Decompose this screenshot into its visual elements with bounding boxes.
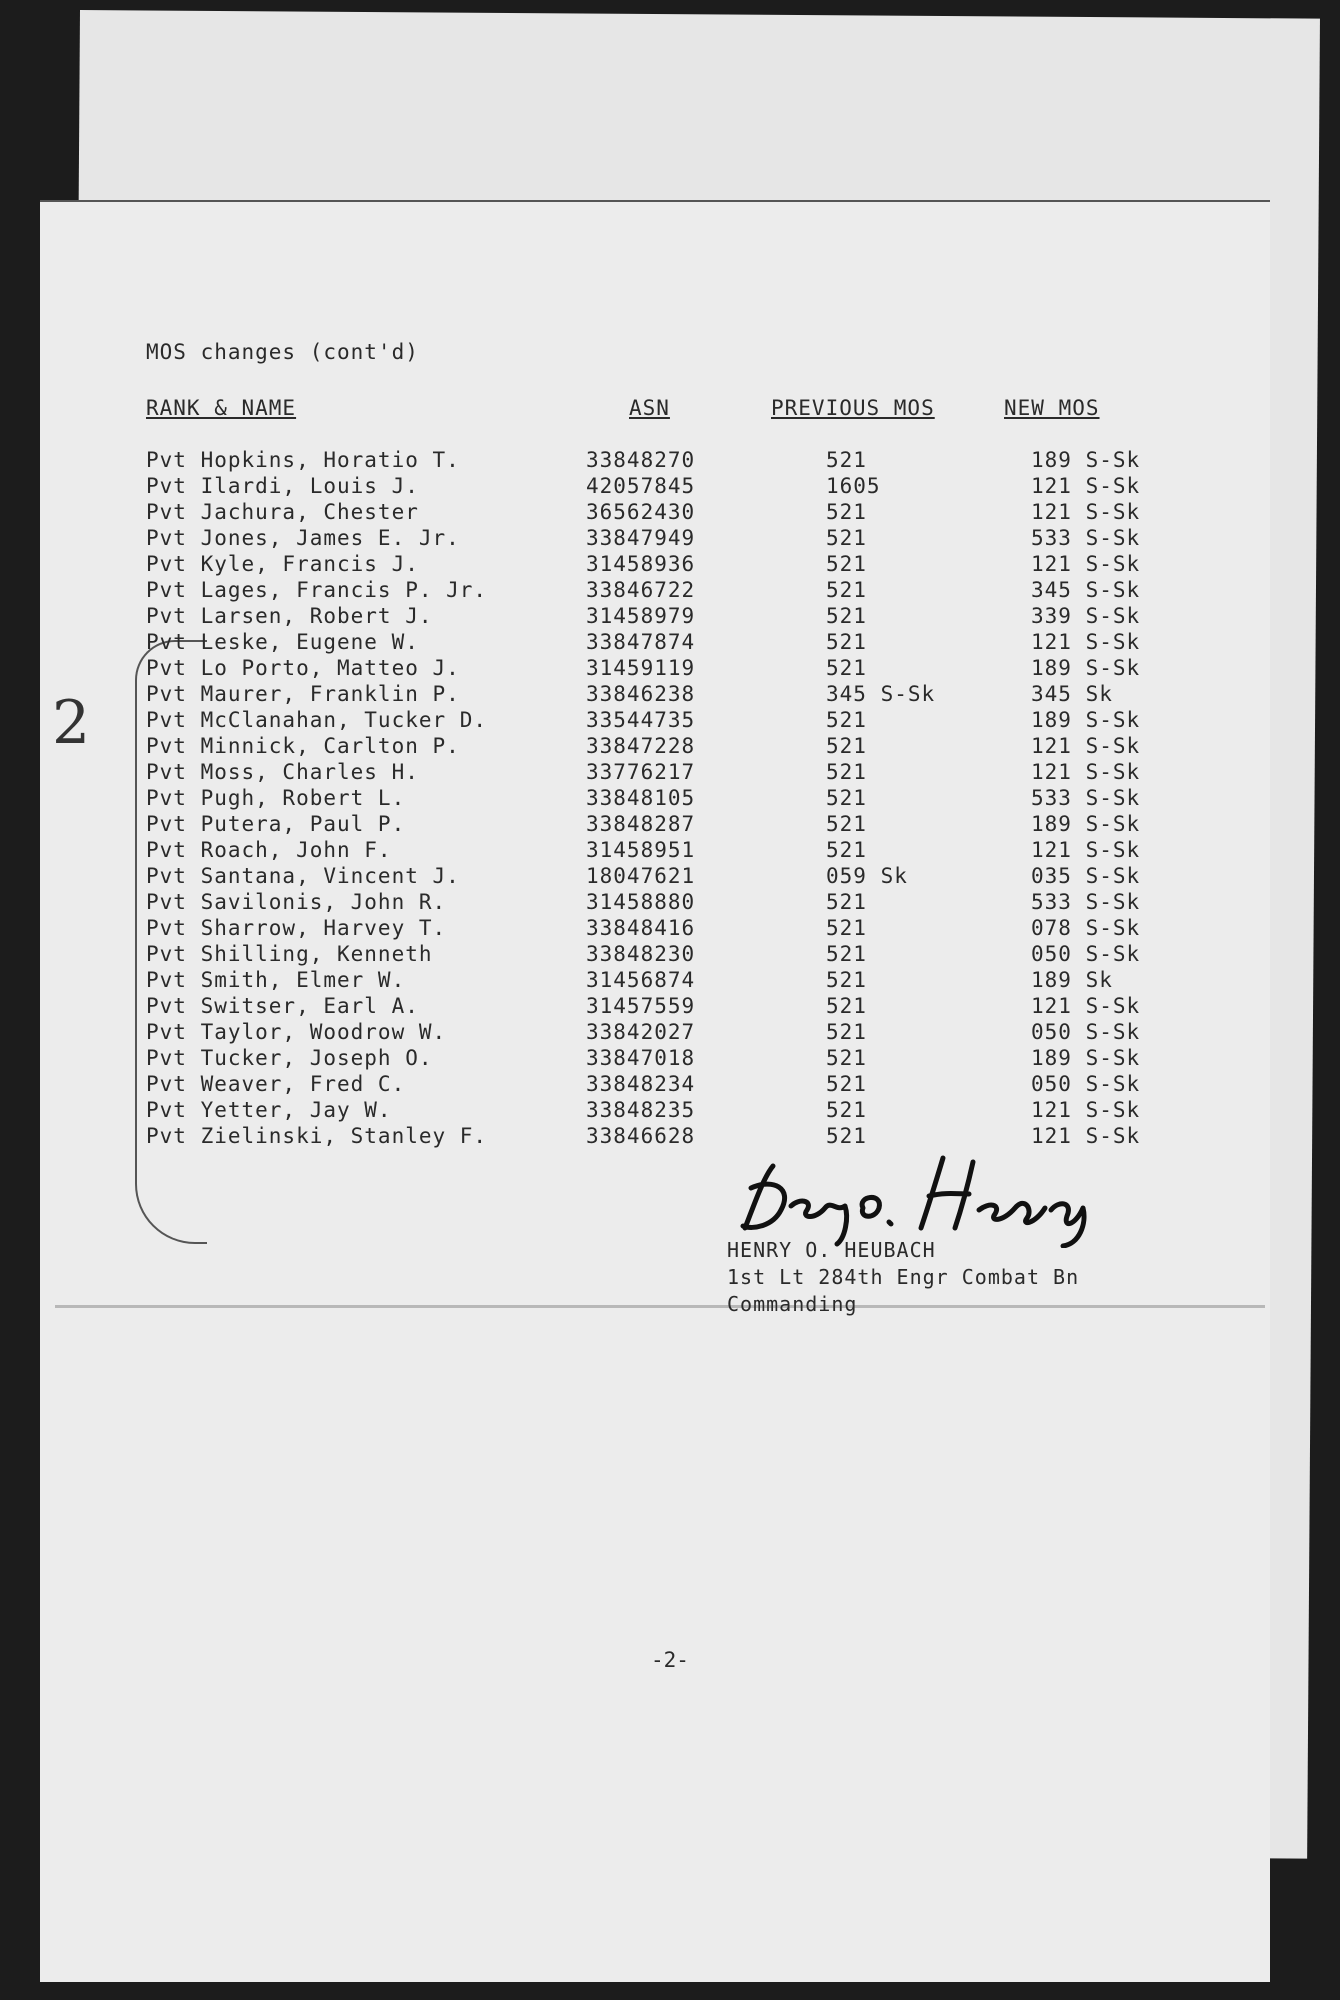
table-row [146,603,1196,629]
asn-cell: 31458951 [586,838,696,862]
table-row [146,1045,1196,1071]
table-row [146,941,1196,967]
rank-name-cell: Pvt Maurer, Franklin P. [146,682,460,706]
new-mos-cell: 533 S-Sk [1031,890,1141,914]
new-mos-cell: 189 S-Sk [1031,708,1141,732]
previous-mos-cell: 521 [826,1046,867,1070]
new-mos-cell: 121 S-Sk [1031,760,1141,784]
rank-name-cell: Pvt Yetter, Jay W. [146,1098,392,1122]
asn-cell: 33846722 [586,578,696,602]
table-row [146,577,1196,603]
new-mos-cell: 189 Sk [1031,968,1113,992]
rank-name-cell: Pvt Roach, John F. [146,838,392,862]
table-row [146,967,1196,993]
rank-name-cell: Pvt Smith, Elmer W. [146,968,406,992]
new-mos-cell: 339 S-Sk [1031,604,1141,628]
rank-name-cell: Pvt Kyle, Francis J. [146,552,419,576]
asn-cell: 33848287 [586,812,696,836]
new-mos-cell: 345 Sk [1031,682,1113,706]
new-mos-cell: 121 S-Sk [1031,474,1141,498]
asn-cell: 33847018 [586,1046,696,1070]
asn-cell: 42057845 [586,474,696,498]
asn-cell: 33846238 [586,682,696,706]
new-mos-cell: 121 S-Sk [1031,994,1141,1018]
rank-name-cell: Pvt Switser, Earl A. [146,994,419,1018]
roster-table [146,447,1196,1149]
asn-cell: 33848416 [586,916,696,940]
rank-name-cell: Pvt Lo Porto, Matteo J. [146,656,460,680]
previous-mos-cell: 521 [826,500,867,524]
rank-name-cell: Pvt Moss, Charles H. [146,760,419,784]
rank-name-cell: Pvt Weaver, Fred C. [146,1072,406,1096]
signer-name: HENRY O. HEUBACH [727,1238,936,1262]
table-row [146,993,1196,1019]
asn-cell: 33847874 [586,630,696,654]
rank-name-cell: Pvt Jones, James E. Jr. [146,526,460,550]
table-row [146,447,1196,473]
previous-mos-cell: 521 [826,630,867,654]
previous-mos-cell: 521 [826,994,867,1018]
table-row [146,499,1196,525]
rank-name-cell: Pvt Zielinski, Stanley F. [146,1124,488,1148]
previous-mos-cell: 521 [826,1072,867,1096]
previous-mos-cell: 345 S-Sk [826,682,936,706]
table-row [146,889,1196,915]
rank-name-cell: Pvt Leske, Eugene W. [146,630,419,654]
previous-mos-cell: 521 [826,448,867,472]
new-mos-cell: 035 S-Sk [1031,864,1141,888]
handwritten-signature [733,1148,1133,1248]
new-mos-cell: 121 S-Sk [1031,838,1141,862]
table-row [146,681,1196,707]
new-mos-cell: 121 S-Sk [1031,630,1141,654]
margin-mark: 2 [52,688,91,758]
previous-mos-cell: 521 [826,578,867,602]
rank-name-cell: Pvt Taylor, Woodrow W. [146,1020,447,1044]
table-row [146,759,1196,785]
column-header-rank-name: RANK & NAME [146,396,297,420]
asn-cell: 33848235 [586,1098,696,1122]
rank-name-cell: Pvt Jachura, Chester [146,500,419,524]
previous-mos-cell: 521 [826,1098,867,1122]
table-row [146,1123,1196,1149]
asn-cell: 33847949 [586,526,696,550]
previous-mos-cell: 521 [826,968,867,992]
asn-cell: 33847228 [586,734,696,758]
rank-name-cell: Pvt Tucker, Joseph O. [146,1046,433,1070]
table-row [146,785,1196,811]
new-mos-cell: 189 S-Sk [1031,812,1141,836]
table-row [146,629,1196,655]
asn-cell: 33848230 [586,942,696,966]
asn-cell: 33848234 [586,1072,696,1096]
table-row [146,707,1196,733]
asn-cell: 33544735 [586,708,696,732]
previous-mos-cell: 521 [826,838,867,862]
new-mos-cell: 533 S-Sk [1031,786,1141,810]
asn-cell: 31458936 [586,552,696,576]
asn-cell: 36562430 [586,500,696,524]
previous-mos-cell: 521 [826,734,867,758]
new-mos-cell: 189 S-Sk [1031,1046,1141,1070]
asn-cell: 33776217 [586,760,696,784]
rank-name-cell: Pvt Savilonis, John R. [146,890,447,914]
asn-cell: 31456874 [586,968,696,992]
previous-mos-cell: 521 [826,1020,867,1044]
table-row [146,1097,1196,1123]
new-mos-cell: 345 S-Sk [1031,578,1141,602]
new-mos-cell: 121 S-Sk [1031,552,1141,576]
new-mos-cell: 078 S-Sk [1031,916,1141,940]
asn-cell: 33842027 [586,1020,696,1044]
page-number: -2- [651,1648,689,1672]
rank-name-cell: Pvt Pugh, Robert L. [146,786,406,810]
new-mos-cell: 121 S-Sk [1031,500,1141,524]
previous-mos-cell: 521 [826,786,867,810]
table-row [146,1071,1196,1097]
previous-mos-cell: 521 [826,760,867,784]
table-row [146,525,1196,551]
asn-cell: 18047621 [586,864,696,888]
previous-mos-cell: 1605 [826,474,881,498]
new-mos-cell: 533 S-Sk [1031,526,1141,550]
signature-block [727,1237,1079,1318]
rank-name-cell: Pvt Shilling, Kenneth [146,942,433,966]
previous-mos-cell: 521 [826,656,867,680]
previous-mos-cell: 521 [826,708,867,732]
new-mos-cell: 189 S-Sk [1031,656,1141,680]
asn-cell: 33846628 [586,1124,696,1148]
table-row [146,733,1196,759]
table-row [146,811,1196,837]
rank-name-cell: Pvt Larsen, Robert J. [146,604,433,628]
previous-mos-cell: 059 Sk [826,864,908,888]
table-row [146,837,1196,863]
previous-mos-cell: 521 [826,942,867,966]
rank-name-cell: Pvt Ilardi, Louis J. [146,474,419,498]
previous-mos-cell: 521 [826,552,867,576]
asn-cell: 31459119 [586,656,696,680]
previous-mos-cell: 521 [826,812,867,836]
new-mos-cell: 121 S-Sk [1031,1124,1141,1148]
table-row [146,863,1196,889]
table-row [146,655,1196,681]
rank-name-cell: Pvt Sharrow, Harvey T. [146,916,447,940]
fold-line [55,1305,1265,1308]
previous-mos-cell: 521 [826,916,867,940]
page-title: MOS changes (cont'd) [146,340,419,364]
column-header-asn: ASN [629,396,670,420]
rank-name-cell: Pvt Lages, Francis P. Jr. [146,578,488,602]
table-row [146,1019,1196,1045]
asn-cell: 31458979 [586,604,696,628]
table-row [146,915,1196,941]
previous-mos-cell: 521 [826,1124,867,1148]
column-header-new-mos: NEW MOS [1004,396,1100,420]
new-mos-cell: 121 S-Sk [1031,1098,1141,1122]
previous-mos-cell: 521 [826,604,867,628]
column-header-previous-mos: PREVIOUS MOS [771,396,935,420]
new-mos-cell: 050 S-Sk [1031,1020,1141,1044]
rank-name-cell: Pvt Minnick, Carlton P. [146,734,460,758]
asn-cell: 33848105 [586,786,696,810]
rank-name-cell: Pvt Hopkins, Horatio T. [146,448,460,472]
rank-name-cell: Pvt Santana, Vincent J. [146,864,460,888]
table-row [146,551,1196,577]
asn-cell: 31457559 [586,994,696,1018]
table-row [146,473,1196,499]
rank-name-cell: Pvt McClanahan, Tucker D. [146,708,488,732]
signer-role: Commanding [727,1292,858,1316]
previous-mos-cell: 521 [826,526,867,550]
rank-name-cell: Pvt Putera, Paul P. [146,812,406,836]
new-mos-cell: 189 S-Sk [1031,448,1141,472]
new-mos-cell: 050 S-Sk [1031,1072,1141,1096]
new-mos-cell: 050 S-Sk [1031,942,1141,966]
signer-rank-unit: 1st Lt 284th Engr Combat Bn [727,1265,1080,1289]
asn-cell: 33848270 [586,448,696,472]
new-mos-cell: 121 S-Sk [1031,734,1141,758]
previous-mos-cell: 521 [826,890,867,914]
asn-cell: 31458880 [586,890,696,914]
